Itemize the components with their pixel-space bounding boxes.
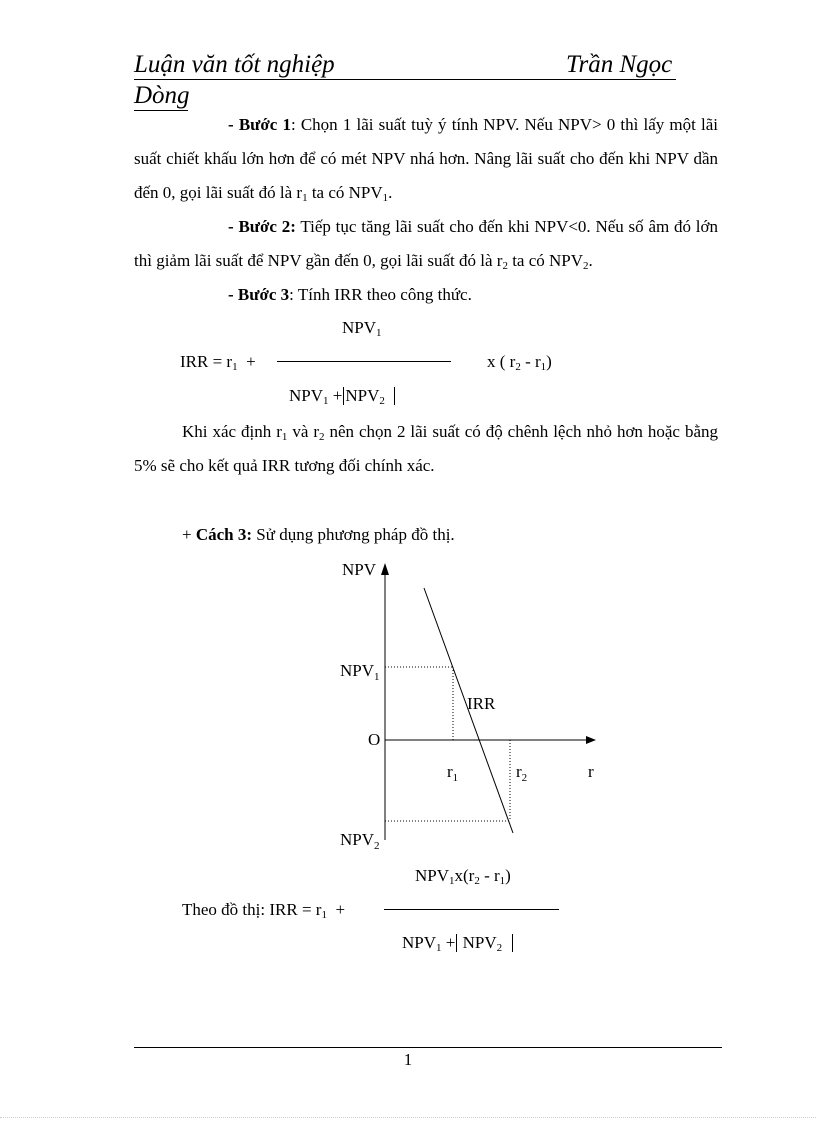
step2-text: Tiếp tục tăng lãi suất cho đến khi NPV<0. Nếu số âm đó lớn thì giảm lãi suất để NPV gần đến 0, gọi lãi suất đó là r: [134, 217, 718, 270]
step2-paragraph: [134, 210, 718, 278]
r2-label: $r_2$: [516, 762, 528, 784]
formula1-denominator: $NPV_1 + NPV_2$: [289, 386, 396, 406]
step1-text-b: ta có NPV: [307, 183, 383, 202]
step1-label: - Bước 1: [228, 115, 291, 134]
r1-label: $r_1$: [447, 762, 459, 784]
step2-sub-r: 2: [502, 260, 508, 272]
origin-label: O: [368, 730, 381, 749]
step1-paragraph: [134, 108, 718, 210]
header-right: Trần Ngọc: [566, 51, 673, 78]
note-paragraph: Khi xác định $r_1$ và $r_2$ nên chọn 2 lãi suất có độ chênh lệch nhỏ hơn hoặc bằng 5% sẽ cho kết quả IRR tương đối chính xác.: [134, 422, 718, 475]
header-second-line: Dòng: [134, 82, 190, 109]
footer-rule: [134, 1047, 722, 1048]
x-axis-label: r: [588, 762, 594, 781]
step3-paragraph: [134, 278, 718, 312]
step1-sub-r: 1: [302, 192, 308, 204]
x-axis-arrow: [586, 736, 596, 744]
y-axis-arrow: [381, 563, 389, 575]
step1-sub-npv: 1: [382, 192, 389, 204]
formula1-lhs: IRR = $r_1$ +: [180, 352, 256, 373]
step3-text: : Tính IRR theo công thức.: [289, 285, 472, 304]
step2-sub-npv: 2: [583, 260, 589, 272]
step1-text: : Chọn 1 lãi suất tuỳ ý tính NPV. Nếu NPV> 0 thì lấy một lãi suất chiết khấu lớn hơn để có mét NPV nhá hơn. Nâng lãi suất cho đến khi NPV dần đến 0, gọi lãi suất đó là r: [134, 115, 718, 202]
formula2-denominator: $NPV_1 + NPV_2$: [402, 933, 514, 953]
formula1-numerator: $NPV_1$: [342, 318, 382, 339]
page-edge-dots: [0, 1117, 816, 1118]
header-underline: [134, 79, 676, 80]
irr-graph: [330, 555, 620, 860]
formula2-fraction-bar: [384, 909, 559, 910]
formula1-multiplier: x ( $r_2 - r_1$): [487, 352, 552, 373]
step1-end: .: [388, 183, 393, 202]
step2-end: .: [588, 251, 593, 270]
y-axis-label: NPV: [342, 560, 377, 579]
step3-label: - Bước 3: [228, 285, 290, 304]
formula2-numerator: $NPV_1x(r_2 - r_1)$: [415, 866, 511, 887]
formula2-lhs: Theo đồ thị: IRR = $r_1$ +: [182, 900, 346, 921]
page-number: 1: [403, 1050, 413, 1069]
method3-heading: + Cách 3: Sử dụng phương pháp đồ thị.: [182, 525, 455, 544]
formula1-fraction-bar: [277, 361, 451, 362]
step2-label: - Bước 2:: [228, 217, 296, 236]
npv2-label: $NPV_2$: [340, 830, 380, 852]
header-left: Luận văn tốt nghiệp: [134, 51, 335, 78]
npv1-label: $NPV_1$: [340, 661, 380, 683]
irr-label: IRR: [467, 694, 496, 713]
step2-text-b: ta có NPV: [507, 251, 584, 270]
